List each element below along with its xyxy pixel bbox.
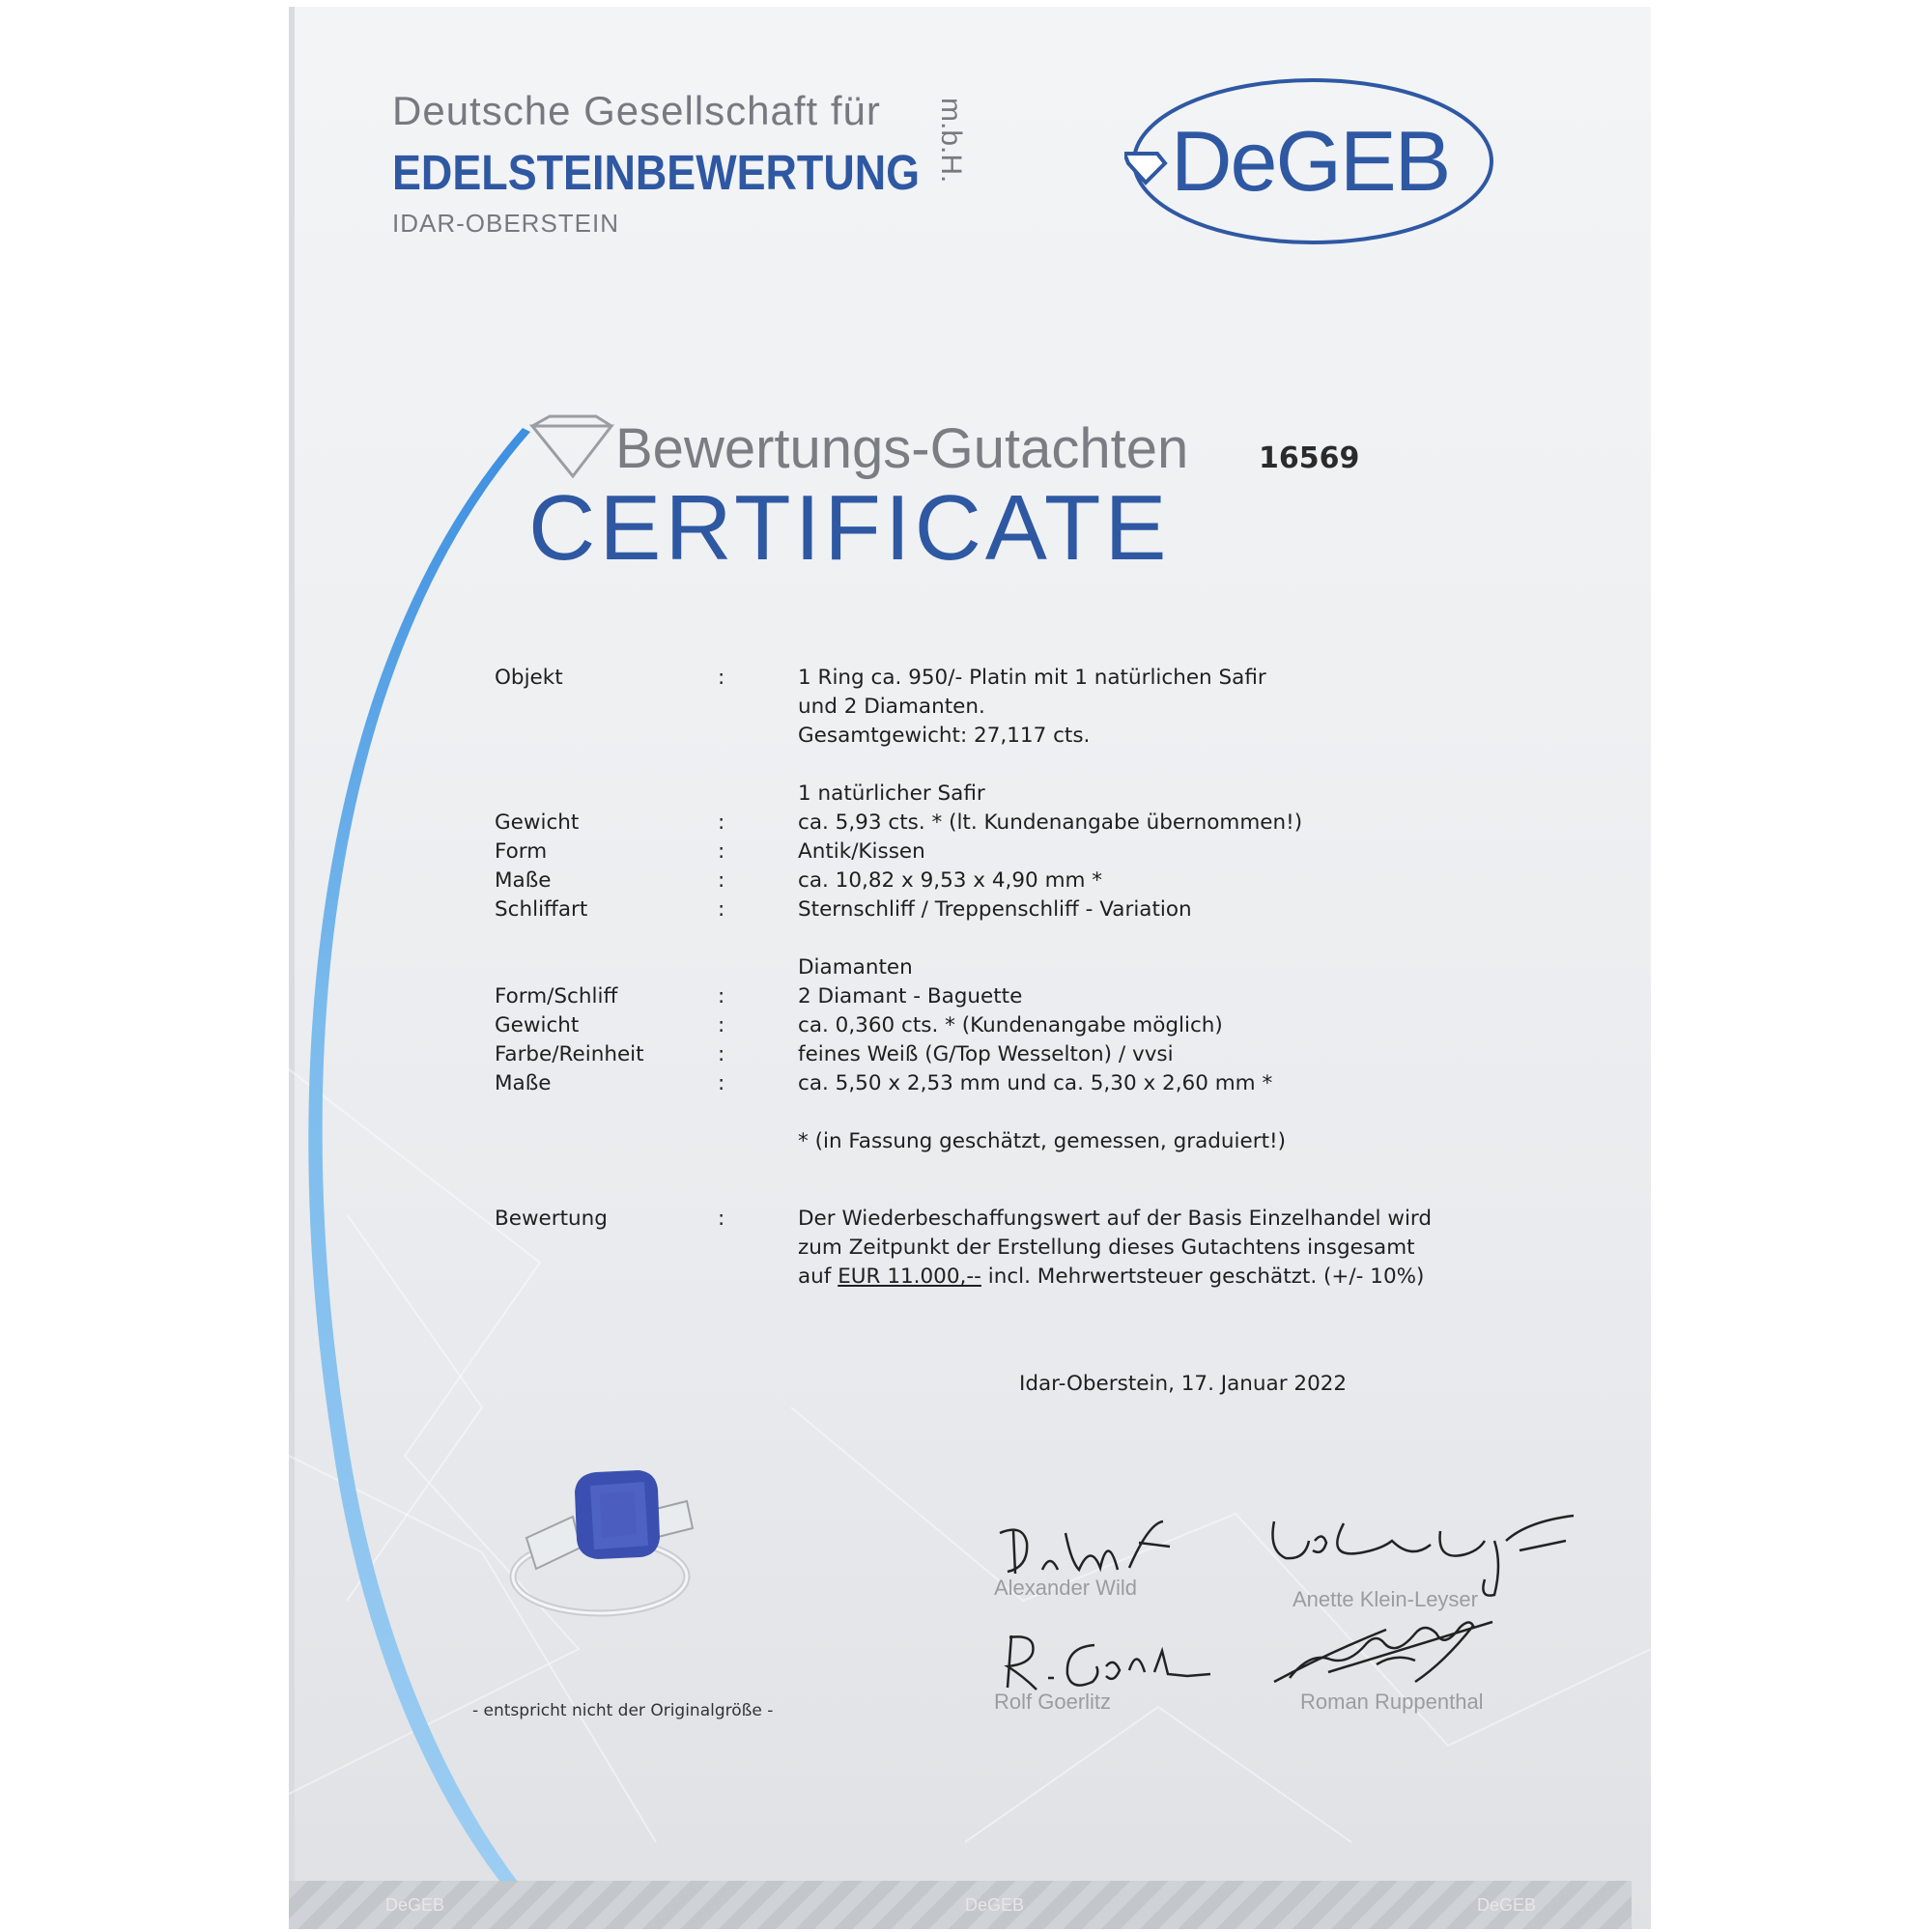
field-value: ca. 0,360 cts. * (Kundenangabe möglich)	[798, 1013, 1223, 1037]
field-value: 2 Diamant - Baguette	[798, 984, 1023, 1009]
valuation-amount: EUR 11.000,--	[838, 1264, 981, 1289]
field-value: feines Weiß (G/Top Wesselton) / vvsi	[798, 1042, 1174, 1066]
field-value: 1 natürlicher Safir	[798, 781, 985, 806]
field-value: ca. 10,82 x 9,53 x 4,90 mm *	[798, 868, 1103, 893]
field-colon: :	[718, 839, 725, 864]
signatory-name-3: Rolf Goerlitz	[994, 1690, 1112, 1714]
valuation-line-3	[798, 1264, 1424, 1289]
diamond-outline-icon	[528, 412, 617, 480]
organization-name-line1: Deutsche Gesellschaft für	[392, 88, 881, 133]
field-label: Gewicht	[495, 810, 580, 835]
ring-size-note: - entspricht nicht der Originalgröße -	[472, 1701, 774, 1720]
organization-suffix: m.b.H.	[935, 98, 967, 184]
certificate-sheet	[289, 7, 1651, 1929]
diamond-icon	[1124, 154, 1165, 183]
organization-name-line2: EDELSTEINBEWERTUNG	[392, 145, 921, 200]
field-value: und 2 Diamanten.	[798, 695, 985, 719]
ring-photo	[503, 1432, 735, 1625]
field-value: 1 Ring ca. 950/- Platin mit 1 natürlichen Safir	[798, 666, 1266, 690]
signature-roman-ruppenthal	[1270, 1614, 1531, 1691]
field-label: Gewicht	[495, 1013, 580, 1037]
place-and-date: Idar-Oberstein, 17. Januar 2022	[1019, 1372, 1348, 1396]
field-label: Maße	[495, 1071, 552, 1095]
valuation-suffix: incl. Mehrwertsteuer geschätzt. (+/- 10%)	[980, 1264, 1425, 1289]
title-english: CERTIFICATE	[528, 476, 1171, 580]
field-colon: :	[718, 1207, 725, 1231]
field-label: Objekt	[495, 666, 563, 690]
field-label: Form	[495, 839, 548, 864]
footer-logo-1: DeGEB	[385, 1895, 445, 1915]
footer-logo-3: DeGEB	[1477, 1895, 1537, 1915]
degeb-logo	[1124, 74, 1501, 248]
footer-band	[289, 1881, 1632, 1929]
field-label: Maße	[495, 868, 552, 893]
field-colon: :	[718, 666, 725, 690]
field-value: Gesamtgewicht: 27,117 cts.	[798, 724, 1091, 748]
field-value: ca. 5,50 x 2,53 mm und ca. 5,30 x 2,60 mm *	[798, 1071, 1273, 1095]
field-label: Farbe/Reinheit	[495, 1042, 644, 1066]
field-colon: :	[718, 868, 725, 893]
certificate-number: 16569	[1259, 441, 1360, 475]
field-colon: :	[718, 810, 725, 835]
field-value: ca. 5,93 cts. * (lt. Kundenangabe übernommen!)	[798, 810, 1303, 835]
field-colon: :	[718, 1013, 725, 1037]
field-colon: :	[718, 897, 725, 922]
field-value: Antik/Kissen	[798, 839, 925, 864]
field-colon: :	[718, 1071, 725, 1095]
field-value: Der Wiederbeschaffungswert auf der Basis Einzelhandel wird	[798, 1207, 1433, 1231]
valuation-prefix: auf	[798, 1264, 838, 1289]
title-german: Bewertungs-Gutachten	[615, 417, 1189, 480]
field-value: zum Zeitpunkt der Erstellung dieses Gutachtens insgesamt	[798, 1236, 1415, 1260]
field-value: * (in Fassung geschätzt, gemessen, graduiert!)	[798, 1129, 1287, 1153]
organization-city: IDAR-OBERSTEIN	[392, 209, 620, 238]
signatory-name-1: Alexander Wild	[994, 1576, 1137, 1600]
field-label: Bewertung	[495, 1207, 608, 1231]
signatory-name-2: Anette Klein-Leyser	[1293, 1587, 1478, 1611]
field-label: Schliffart	[495, 897, 588, 922]
field-colon: :	[718, 1042, 725, 1066]
degeb-logo-text: DeGEB	[1171, 113, 1450, 209]
organization-header	[392, 88, 992, 239]
field-value: Sternschliff / Treppenschliff - Variation	[798, 897, 1192, 922]
field-label: Form/Schliff	[495, 984, 618, 1009]
field-value: Diamanten	[798, 955, 913, 980]
signatory-name-4: Roman Ruppenthal	[1300, 1690, 1484, 1714]
field-colon: :	[718, 984, 725, 1009]
footer-logo-2: DeGEB	[965, 1895, 1025, 1915]
